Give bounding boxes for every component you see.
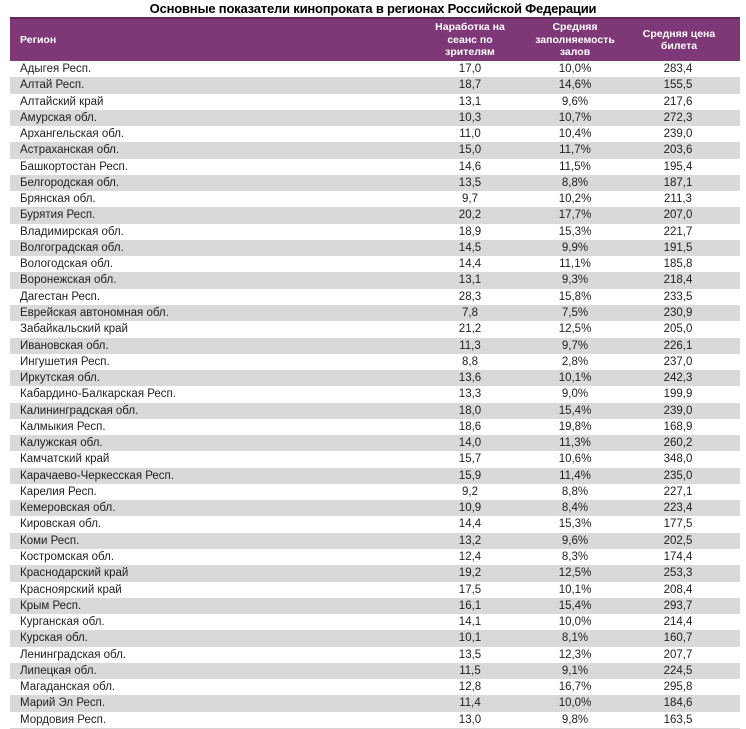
- table-row: [10, 354, 740, 370]
- price-cell: 221,7: [663, 225, 693, 238]
- price-cell: 226,1: [663, 339, 693, 352]
- attendance-cell: 18,6: [458, 420, 482, 433]
- region-cell: Брянская обл.: [20, 193, 96, 206]
- region-cell: Вологодская обл.: [20, 258, 114, 271]
- price-cell: 272,3: [663, 111, 693, 124]
- price-cell: 224,5: [663, 664, 693, 677]
- price-cell: 163,5: [630, 712, 740, 729]
- occupancy-cell: 10,0%: [558, 616, 592, 629]
- table-row: [10, 338, 740, 354]
- occupancy-cell: 9,9%: [561, 241, 589, 254]
- region-cell: Бурятия Респ.: [20, 209, 96, 222]
- occupancy-cell: 11,3%: [559, 437, 591, 450]
- price-cell: 239,0: [663, 128, 693, 141]
- attendance-cell: 18,9: [458, 225, 482, 238]
- occupancy-cell: 10,6%: [558, 453, 592, 466]
- attendance-cell: 14,4: [458, 518, 482, 531]
- price-cell: 199,9: [663, 388, 693, 401]
- occupancy-cell: 15,8%: [558, 290, 592, 303]
- occupancy-cell: 9,6%: [561, 534, 589, 547]
- occupancy-cell: 9,3%: [561, 274, 589, 287]
- region-cell: Забайкальский край: [20, 323, 128, 336]
- region-cell: Курганская обл.: [20, 616, 105, 629]
- price-cell: 242,3: [663, 372, 693, 385]
- region-cell: Мордовия Респ.: [10, 712, 420, 729]
- region-cell: Дагестан Респ.: [20, 290, 101, 303]
- table-row: [10, 516, 740, 532]
- table-row: [10, 582, 740, 598]
- region-cell: Липецкая обл.: [20, 664, 97, 677]
- occupancy-cell: 12,3%: [558, 648, 592, 661]
- price-cell: 218,4: [663, 274, 693, 287]
- occupancy-cell: 11,1%: [559, 258, 591, 271]
- price-cell: 223,4: [663, 502, 693, 515]
- table-row: [10, 321, 740, 337]
- occupancy-cell: 15,3%: [558, 518, 592, 531]
- price-cell: 177,5: [663, 518, 693, 531]
- occupancy-cell: 14,6%: [558, 79, 592, 92]
- occupancy-cell: 2,8%: [561, 355, 589, 368]
- table-row: [10, 630, 740, 646]
- attendance-cell: 9,7: [462, 193, 478, 206]
- region-cell: Курская обл.: [20, 632, 88, 645]
- price-cell: 185,8: [663, 258, 693, 271]
- price-cell: 187,1: [663, 176, 693, 189]
- occupancy-cell: 19,8%: [558, 420, 592, 433]
- attendance-cell: 11,5: [459, 664, 481, 677]
- attendance-cell: 10,3: [458, 111, 482, 124]
- occupancy-cell: 9,7%: [561, 339, 589, 352]
- region-cell: Амурская обл.: [20, 111, 97, 124]
- region-cell: Ивановская обл.: [20, 339, 109, 352]
- occupancy-cell: 8,8%: [561, 485, 589, 498]
- price-cell: 191,5: [663, 241, 693, 254]
- table-row: [10, 272, 740, 288]
- attendance-cell: 13,2: [458, 534, 482, 547]
- occupancy-cell: 12,5%: [558, 323, 592, 336]
- occupancy-cell: 16,7%: [558, 681, 592, 694]
- region-cell: Калининградская обл.: [20, 404, 139, 417]
- price-cell: 233,5: [663, 290, 693, 303]
- table-row: [10, 565, 740, 581]
- occupancy-cell: 17,7%: [558, 209, 592, 222]
- region-cell: Адыгея Респ.: [20, 63, 92, 75]
- attendance-cell: 19,2: [458, 567, 482, 580]
- attendance-cell: 10,9: [458, 502, 482, 515]
- price-cell: 283,4: [663, 63, 693, 75]
- region-cell: Ингушетия Респ.: [20, 355, 110, 368]
- table-row: [10, 386, 740, 402]
- region-cell: Марий Эл Респ.: [20, 697, 106, 710]
- table-row: [10, 549, 740, 565]
- price-cell: 174,4: [663, 550, 693, 563]
- attendance-cell: 13,5: [458, 176, 482, 189]
- occupancy-cell: 8,1%: [561, 632, 589, 645]
- occupancy-cell: 11,7%: [559, 144, 591, 157]
- price-cell: 235,0: [663, 469, 693, 482]
- table-row: [10, 614, 740, 630]
- attendance-cell: 11,3: [459, 339, 481, 352]
- price-cell: 217,6: [663, 95, 693, 108]
- region-cell: Алтай Респ.: [20, 79, 85, 92]
- region-cell: Башкортостан Респ.: [20, 160, 128, 173]
- table-row: [10, 142, 740, 158]
- price-cell: 295,8: [663, 681, 693, 694]
- table-row: [10, 647, 740, 663]
- attendance-cell: 10,1: [458, 632, 482, 645]
- attendance-cell: 15,9: [458, 469, 482, 482]
- price-cell: 239,0: [663, 404, 693, 417]
- table-row: [10, 61, 740, 77]
- table-row: [10, 224, 740, 240]
- attendance-cell: 12,4: [458, 550, 482, 563]
- price-cell: 214,4: [663, 616, 693, 629]
- occupancy-cell: 9,0%: [561, 388, 589, 401]
- attendance-cell: 28,3: [458, 290, 482, 303]
- region-cell: Кировская обл.: [20, 518, 102, 531]
- occupancy-cell: 11,4%: [559, 469, 591, 482]
- table-body: [10, 61, 740, 729]
- attendance-cell: 16,1: [458, 599, 482, 612]
- table-header: [10, 18, 740, 61]
- table-row: [10, 305, 740, 321]
- occupancy-cell: 10,0%: [558, 697, 592, 710]
- occupancy-cell: 7,5%: [561, 306, 589, 319]
- region-cell: Камчатский край: [20, 453, 110, 466]
- region-cell: Краснодарский край: [20, 567, 129, 580]
- price-cell: 203,6: [663, 144, 693, 157]
- region-cell: Алтайский край: [20, 95, 104, 108]
- attendance-cell: 21,2: [458, 323, 482, 336]
- occupancy-cell: 9,1%: [561, 664, 589, 677]
- table-row: [10, 256, 740, 272]
- attendance-cell: 18,0: [458, 404, 482, 417]
- region-cell: Волгоградская обл.: [20, 241, 124, 254]
- cinema-stats-table: [10, 17, 740, 729]
- price-cell: 168,9: [663, 420, 693, 433]
- table-row: [10, 126, 740, 142]
- attendance-cell: 12,8: [458, 681, 482, 694]
- region-cell: Карелия Респ.: [20, 485, 97, 498]
- region-cell: Белгородская обл.: [20, 176, 120, 189]
- occupancy-cell: 15,3%: [558, 225, 592, 238]
- price-cell: 207,7: [663, 648, 693, 661]
- price-cell: 237,0: [663, 355, 693, 368]
- attendance-cell: 14,4: [458, 258, 482, 271]
- attendance-cell: 11,4: [459, 697, 481, 710]
- table-row: [10, 679, 740, 695]
- occupancy-cell: 8,3%: [561, 550, 589, 563]
- table-row: [10, 484, 740, 500]
- table-row: [10, 403, 740, 419]
- table-row: [10, 370, 740, 386]
- attendance-cell: 17,0: [458, 63, 482, 75]
- price-cell: 230,9: [663, 306, 693, 319]
- attendance-cell: 8,8: [462, 355, 478, 368]
- price-cell: 227,1: [663, 485, 693, 498]
- region-cell: Крым Респ.: [20, 599, 82, 612]
- region-cell: Калужская обл.: [20, 437, 103, 450]
- attendance-cell: 14,0: [458, 437, 482, 450]
- attendance-cell: 13,1: [458, 95, 482, 108]
- occupancy-cell: 15,4%: [558, 404, 592, 417]
- price-cell: 260,2: [663, 437, 693, 450]
- table-row: [10, 533, 740, 549]
- occupancy-cell: 8,8%: [561, 176, 589, 189]
- table-row: [10, 110, 740, 126]
- table-row: [10, 94, 740, 110]
- occupancy-cell: 11,5%: [559, 160, 591, 173]
- region-cell: Астраханская обл.: [20, 144, 120, 157]
- price-cell: 195,4: [663, 160, 693, 173]
- occupancy-cell: 9,6%: [561, 95, 589, 108]
- region-cell: Красноярский край: [20, 583, 122, 596]
- price-cell: 207,0: [663, 209, 693, 222]
- price-cell: 253,3: [663, 567, 693, 580]
- column-header-attendance-per-session: Наработка на сеанс по зрителям: [420, 18, 520, 61]
- region-cell: Еврейская автономная обл.: [20, 306, 169, 319]
- price-cell: 202,5: [663, 534, 693, 547]
- region-cell: Владимирская обл.: [20, 225, 124, 238]
- table-row: [10, 695, 740, 711]
- page-title: Основные показатели кинопроката в регионах Российской Федерации: [149, 1, 597, 16]
- occupancy-cell: 9,8%: [520, 712, 630, 729]
- price-cell: 348,0: [663, 453, 693, 466]
- table-row: [10, 663, 740, 679]
- attendance-cell: 13,5: [458, 648, 482, 661]
- table-row: [10, 435, 740, 451]
- attendance-cell: 13,0: [420, 712, 520, 729]
- occupancy-cell: 10,1%: [558, 372, 592, 385]
- attendance-cell: 20,2: [458, 209, 482, 222]
- attendance-cell: 13,3: [458, 388, 482, 401]
- occupancy-cell: 10,4%: [558, 128, 592, 141]
- attendance-cell: 17,5: [458, 583, 482, 596]
- attendance-cell: 13,1: [458, 274, 482, 287]
- price-cell: 293,7: [663, 599, 693, 612]
- occupancy-cell: 10,0%: [558, 63, 592, 75]
- region-cell: Карачаево-Черкесская Респ.: [20, 469, 174, 482]
- occupancy-cell: 12,5%: [558, 567, 592, 580]
- attendance-cell: 15,0: [458, 144, 482, 157]
- region-cell: Ленинградская обл.: [20, 648, 126, 661]
- table-row: [10, 419, 740, 435]
- table-row: [10, 598, 740, 614]
- table-row: [10, 207, 740, 223]
- price-cell: 205,0: [663, 323, 693, 336]
- occupancy-cell: 15,4%: [558, 599, 592, 612]
- attendance-cell: 7,8: [462, 306, 478, 319]
- table-row: [10, 77, 740, 93]
- attendance-cell: 14,5: [458, 241, 482, 254]
- price-cell: 184,6: [663, 697, 693, 710]
- region-cell: Кемеровская обл.: [20, 502, 116, 515]
- region-cell: Коми Респ.: [20, 534, 80, 547]
- attendance-cell: 15,7: [458, 453, 482, 466]
- table-row: [10, 500, 740, 516]
- table-row: [10, 191, 740, 207]
- occupancy-cell: 10,7%: [558, 111, 592, 124]
- attendance-cell: 14,6: [458, 160, 482, 173]
- occupancy-cell: 10,1%: [558, 583, 592, 596]
- price-cell: 160,7: [663, 632, 693, 645]
- region-cell: Калмыкия Респ.: [20, 420, 106, 433]
- attendance-cell: 13,6: [458, 372, 482, 385]
- column-header-hall-occupancy: Средняя заполняемость залов: [520, 18, 630, 61]
- table-row: [10, 468, 740, 484]
- attendance-cell: 14,1: [458, 616, 482, 629]
- attendance-cell: 11,0: [459, 128, 481, 141]
- table-row: [10, 159, 740, 175]
- column-header-ticket-price: Средняя цена билета: [630, 18, 740, 61]
- table-row: [10, 712, 740, 729]
- region-cell: Кабардино-Балкарская Респ.: [20, 388, 176, 401]
- column-header-region: Регион: [10, 18, 420, 61]
- region-cell: Иркутская обл.: [20, 372, 100, 385]
- region-cell: Воронежская обл.: [20, 274, 117, 287]
- price-cell: 208,4: [663, 583, 693, 596]
- attendance-cell: 18,7: [458, 79, 482, 92]
- attendance-cell: 9,2: [462, 485, 478, 498]
- table-row: [10, 451, 740, 467]
- region-cell: Архангельская обл.: [20, 128, 125, 141]
- occupancy-cell: 8,4%: [561, 502, 589, 515]
- occupancy-cell: 10,2%: [558, 193, 592, 206]
- price-cell: 211,3: [664, 193, 692, 206]
- price-cell: 155,5: [663, 79, 693, 92]
- region-cell: Магаданская обл.: [20, 681, 116, 694]
- table-row: [10, 289, 740, 305]
- table-row: [10, 240, 740, 256]
- header-row: [10, 18, 740, 61]
- region-cell: Костромская обл.: [20, 550, 115, 563]
- table-row: [10, 175, 740, 191]
